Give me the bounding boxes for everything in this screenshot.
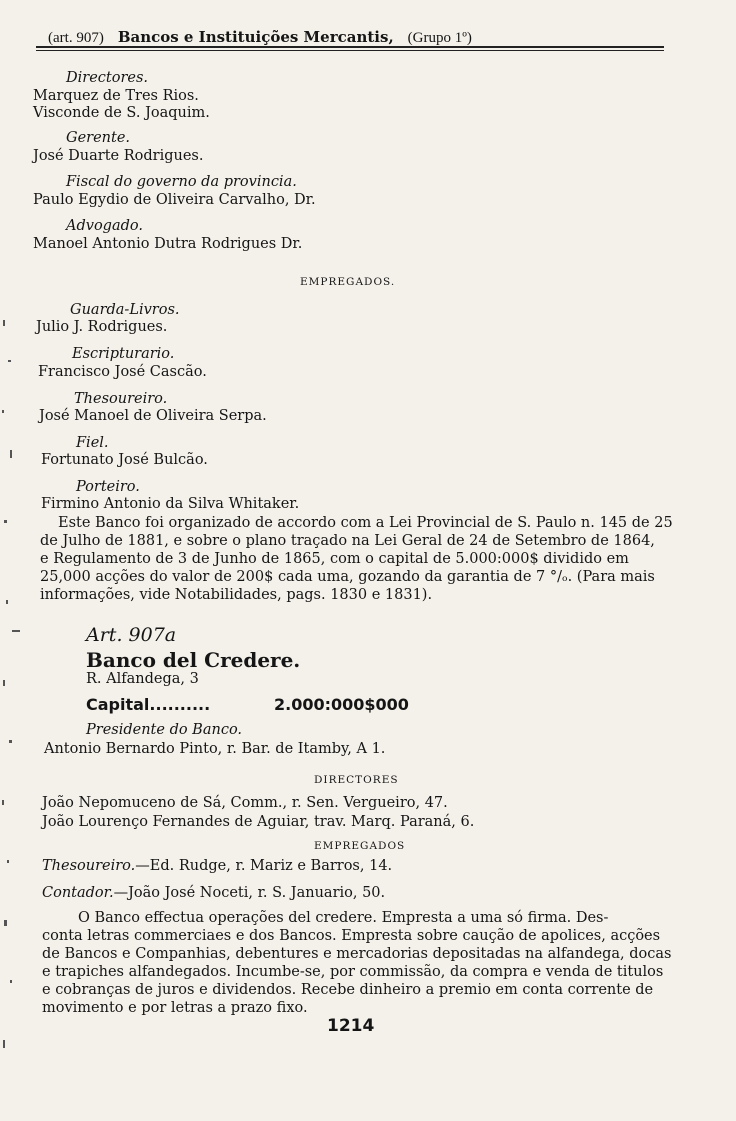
role-gerente: Gerente. bbox=[66, 130, 131, 146]
staff-name: Francisco José Cascão. bbox=[38, 364, 207, 380]
bank-name: Banco del Credere. bbox=[86, 648, 301, 672]
president-name: Antonio Bernardo Pinto, r. Bar. de Itamby, A 1. bbox=[44, 741, 386, 757]
paragraph-line: conta letras commerciaes e dos Bancos. Empresta sobre caução de apolices, acções bbox=[42, 928, 661, 944]
directores-heading: DIRECTORES bbox=[314, 774, 399, 786]
role-escripturario: Escripturario. bbox=[72, 346, 175, 362]
paragraph-line: Este Banco foi organizado de accordo com a Lei Provincial de S. Paulo n. 145 de 25 bbox=[58, 515, 673, 531]
paragraph-line: informações, vide Notabilidades, pags. 1830 e 1831). bbox=[40, 587, 433, 603]
role-directores: Directores. bbox=[66, 70, 149, 86]
paragraph-line: e trapiches alfandegados. Incumbe-se, por commissão, da compra e venda de titulos bbox=[42, 964, 664, 980]
paragraph-line: movimento e por letras a prazo fixo. bbox=[42, 1000, 308, 1016]
scan-noise-decoration bbox=[0, 300, 22, 1120]
role-fiel: Fiel. bbox=[76, 435, 109, 451]
paragraph-line: e Regulamento de 3 de Junho de 1865, com o capital de 5.000:000$ dividido em bbox=[40, 551, 629, 567]
role-advogado: Advogado. bbox=[66, 218, 143, 234]
credere-description-paragraph bbox=[42, 909, 672, 1017]
staff-name: José Manoel de Oliveira Serpa. bbox=[39, 408, 267, 424]
page-number: 1214 bbox=[327, 1016, 375, 1036]
role-guarda-livros: Guarda-Livros. bbox=[70, 302, 180, 318]
header-rule-thin bbox=[36, 50, 664, 51]
staff-name: Firmino Antonio da Silva Whitaker. bbox=[41, 496, 300, 512]
thesoureiro-line bbox=[42, 858, 392, 874]
paragraph-line: 25,000 acções do valor de 200$ cada uma, gozando da garantia de 7 °/ₒ. (Para mais bbox=[40, 569, 655, 585]
header-article-ref: (art. 907) bbox=[48, 30, 104, 46]
director-name: Marquez de Tres Rios. bbox=[33, 88, 199, 104]
director-name: Visconde de S. Joaquim. bbox=[33, 105, 210, 121]
staff-name: Julio J. Rodrigues. bbox=[36, 319, 168, 335]
paragraph-line: de Julho de 1881, e sobre o plano traçado na Lei Geral de 24 de Setembro de 1864, bbox=[40, 533, 655, 549]
contador-line bbox=[42, 885, 385, 901]
empregados-heading: EMPREGADOS. bbox=[300, 276, 396, 288]
paragraph-line: de Bancos e Companhias, debentures e mercadorias depositadas na alfandega, docas bbox=[42, 946, 672, 962]
role-thesoureiro: Thesoureiro. bbox=[74, 391, 168, 407]
paragraph-line: e cobranças de juros e dividendos. Recebe dinheiro a premio em conta corrente de bbox=[42, 982, 654, 998]
gerente-name: José Duarte Rodrigues. bbox=[33, 148, 204, 164]
bank-address: R. Alfandega, 3 bbox=[86, 671, 199, 687]
header-group: (Grupo 1º) bbox=[407, 30, 472, 46]
director-entry: João Lourenço Fernandes de Aguiar, trav. Marq. Paraná, 6. bbox=[42, 814, 475, 830]
role-porteiro: Porteiro. bbox=[76, 479, 140, 495]
staff-name: Fortunato José Bulcão. bbox=[41, 452, 208, 468]
paragraph-line: O Banco effectua operações del credere. Empresta a uma só firma. Des- bbox=[78, 910, 609, 926]
advogado-name: Manoel Antonio Dutra Rodrigues Dr. bbox=[33, 236, 303, 252]
director-entry: João Nepomuceno de Sá, Comm., r. Sen. Vergueiro, 47. bbox=[42, 795, 448, 811]
role-fiscal: Fiscal do governo da provincia. bbox=[66, 174, 297, 190]
bank-description-paragraph bbox=[40, 514, 673, 604]
role-presidente: Presidente do Banco. bbox=[86, 722, 243, 738]
thesoureiro-detail: —Ed. Rudge, r. Mariz e Barros, 14. bbox=[135, 858, 393, 874]
contador-detail: —João José Noceti, r. S. Januario, 50. bbox=[113, 885, 386, 901]
running-header bbox=[48, 28, 720, 47]
capital-value: 2.000:000$000 bbox=[274, 695, 409, 714]
capital-label: Capital.......... bbox=[86, 695, 211, 714]
fiscal-name: Paulo Egydio de Oliveira Carvalho, Dr. bbox=[33, 192, 316, 208]
empregados-heading-2: EMPREGADOS bbox=[314, 840, 406, 852]
thesoureiro-role: Thesoureiro. bbox=[42, 858, 136, 874]
contador-role: Contador. bbox=[42, 885, 114, 901]
header-title: Bancos e Instituições Mercantis, bbox=[117, 28, 394, 46]
article-label: Art. 907a bbox=[86, 624, 177, 646]
header-rule bbox=[36, 46, 664, 48]
